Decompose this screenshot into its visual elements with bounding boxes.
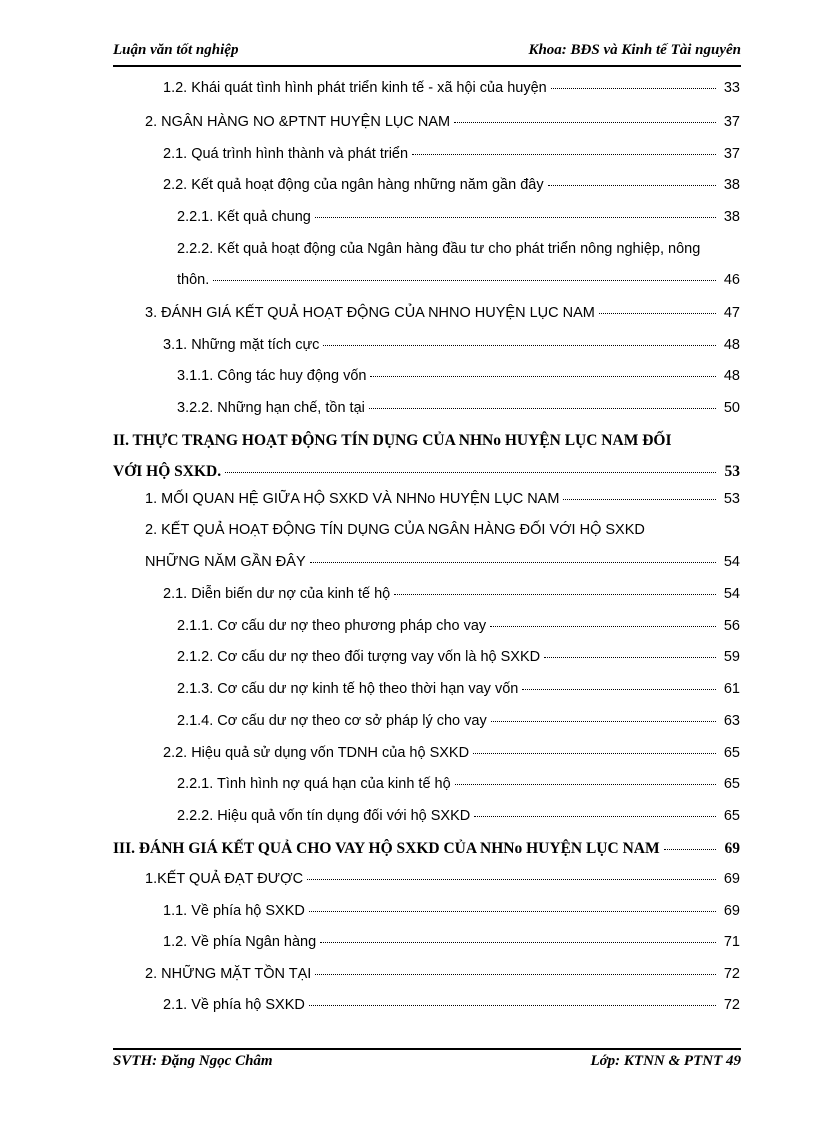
toc-entry-page: 72 [723,966,740,982]
toc-entry[interactable] [163,997,740,1021]
toc-leader [563,498,716,500]
toc-entry-title: 2.1. Diễn biến dư nợ của kinh tế hộ [163,586,391,602]
toc-entry[interactable] [163,337,740,361]
toc-entry-page: 54 [723,554,740,570]
toc-leader [455,783,716,785]
footer-rule [113,1048,741,1050]
toc-entry[interactable] [177,618,740,642]
header-right-text: Khoa: BĐS và Kinh tế Tài nguyên [528,42,741,58]
toc-leader [548,184,716,186]
toc-leader [315,973,716,975]
toc-leader [315,216,716,218]
toc-entry-title: 2.2.1. Kết quả chung [177,209,311,225]
toc-leader [490,625,716,627]
toc-entry-page: 48 [723,337,740,353]
toc-leader [454,121,716,123]
toc-entry-title: NHỮNG NĂM GẦN ĐÂY [145,554,306,570]
toc-entry-title: 1.2. Khái quát tình hình phát triển kinh tế - xã hội của huyện [163,80,547,96]
toc-entry[interactable] [177,713,740,737]
toc-entry-title: 1. MỐI QUAN HỆ GIỮA HỘ SXKD VÀ NHNo HUYỆN LỤC NAM [145,491,560,507]
toc-entry-title: 2.2.1. Tình hình nợ quá hạn của kinh tế hộ [177,776,451,792]
toc-entry[interactable] [163,745,740,769]
toc-leader [473,752,716,754]
toc-entry-page: 63 [723,713,740,729]
toc-entry-title: 3.2.2. Những hạn chế, tồn tại [177,400,365,416]
toc-entry-page: 48 [723,368,740,384]
toc-entry-page: 47 [723,305,740,321]
toc-leader [309,910,716,912]
toc-entry-page: 37 [723,146,740,162]
toc-entry-title: 2. NGÂN HÀNG NO &PTNT HUYỆN LỤC NAM [145,114,451,130]
toc-entry-page: 69 [724,840,740,857]
toc-entry-title: 2.2. Hiệu quả sử dụng vốn TDNH của hộ SXKD [163,745,470,761]
toc-entry-title: 1.KẾT QUẢ ĐẠT ĐƯỢC [145,871,304,887]
footer-left-text: SVTH: Đặng Ngọc Châm [113,1053,273,1069]
toc-entry[interactable] [177,272,740,296]
toc-entry-page: 46 [723,272,740,288]
toc-entry-page: 65 [723,745,740,761]
toc-leader [309,1004,716,1006]
toc-entry-title: 2. NHỮNG MẶT TỒN TẠI [145,966,312,982]
toc-entry[interactable] [145,491,740,515]
toc-entry-page: 56 [723,618,740,634]
toc-entry[interactable] [163,146,740,170]
toc-leader [551,87,716,89]
toc-entry-page: 50 [723,400,740,416]
toc-entry[interactable] [113,463,740,487]
toc-entry-wrapped-first-line[interactable] [113,432,740,456]
toc-entry[interactable] [177,681,740,705]
toc-leader [307,878,716,880]
toc-entry-page: 54 [723,586,740,602]
toc-entry[interactable] [145,114,740,138]
toc-entry-title: 2.2.2. Kết quả hoạt động của Ngân hàng đầu tư cho phát triển nông nghiệp, nông [177,241,701,257]
toc-entry-title: 3.1.1. Công tác huy động vốn [177,368,367,384]
toc-entry[interactable] [163,177,740,201]
page-footer [113,1053,741,1075]
toc-entry-wrapped-first-line[interactable] [177,241,740,265]
toc-entry[interactable] [145,554,740,578]
toc-leader [664,848,716,850]
toc-entry-title: 3. ĐÁNH GIÁ KẾT QUẢ HOẠT ĐỘNG CỦA NHNO HUYỆN LỤC NAM [145,305,595,321]
toc-entry[interactable] [163,934,740,958]
toc-leader [522,688,716,690]
toc-entry-page: 69 [723,903,740,919]
toc-entry-title: 2.1.3. Cơ cấu dư nợ kinh tế hộ theo thời hạn vay vốn [177,681,519,697]
toc-entry-title: thôn. [177,272,210,288]
toc-entry[interactable] [145,966,740,990]
toc-entry-title: 2.2. Kết quả hoạt động của ngân hàng những năm gần đây [163,177,544,193]
toc-entry[interactable] [177,649,740,673]
toc-entry[interactable] [177,368,740,392]
toc-entry-page: 61 [723,681,740,697]
toc-leader [323,344,716,346]
toc-entry-title: 2.1.2. Cơ cấu dư nợ theo đối tượng vay vốn là hộ SXKD [177,649,541,665]
toc-entry[interactable] [145,305,740,329]
toc-entry-page: 33 [723,80,740,96]
footer-right-text: Lớp: KTNN & PTNT 49 [590,1053,741,1069]
toc-entry-page: 53 [723,491,740,507]
toc-entry-page: 72 [723,997,740,1013]
toc-leader [394,593,716,595]
toc-leader [474,815,716,817]
toc-entry-title: 1.1. Về phía hộ SXKD [163,903,305,919]
header-left-text: Luận văn tốt nghiệp [113,42,239,58]
toc-entry-page: 53 [724,463,740,480]
toc-entry[interactable] [177,400,740,424]
toc-entry[interactable] [145,871,740,895]
toc-entry-title: 2.2.2. Hiệu quả vốn tín dụng đối với hộ SXKD [177,808,471,824]
toc-entry[interactable] [163,80,740,104]
toc-entry-title: 2.1.1. Cơ cấu dư nợ theo phương pháp cho vay [177,618,487,634]
toc-leader [491,720,716,722]
toc-entry-page: 38 [723,209,740,225]
toc-entry-page: 71 [723,934,740,950]
toc-leader [370,375,716,377]
toc-entry-page: 69 [723,871,740,887]
toc-entry-title: 2.1.4. Cơ cấu dư nợ theo cơ sở pháp lý cho vay [177,713,487,729]
toc-entry[interactable] [177,209,740,233]
toc-entry-title: 3.1. Những mặt tích cực [163,337,320,353]
toc-leader [225,471,716,473]
toc-entry-page: 59 [723,649,740,665]
toc-entry-title: 2.1. Về phía hộ SXKD [163,997,305,1013]
toc-leader [544,656,716,658]
toc-entry-title: II. THỰC TRẠNG HOẠT ĐỘNG TÍN DỤNG CỦA NHNo HUYỆN LỤC NAM ĐỐI [113,432,672,449]
toc-entry[interactable] [177,808,740,832]
toc-entry-wrapped-first-line[interactable] [145,522,740,546]
toc-entry[interactable] [163,903,740,927]
toc-leader [310,561,716,563]
toc-leader [412,153,716,155]
toc-leader [369,407,716,409]
toc-entry-title: VỚI HỘ SXKD. [113,463,222,480]
toc-entry[interactable] [177,776,740,800]
toc-leader [599,312,716,314]
toc-entry-page: 38 [723,177,740,193]
toc-entry-page: 65 [723,776,740,792]
toc-entry-page: 65 [723,808,740,824]
toc-entry-title: 1.2. Về phía Ngân hàng [163,934,317,950]
toc-leader [320,941,716,943]
toc-entry[interactable] [163,586,740,610]
header-rule [113,65,741,67]
toc-entry-title: 2.1. Quá trình hình thành và phát triển [163,146,409,162]
toc-leader [213,279,716,281]
page-header [113,42,741,64]
toc-entry-page: 37 [723,114,740,130]
toc-entry-title: 2. KẾT QUẢ HOẠT ĐỘNG TÍN DỤNG CỦA NGÂN HÀNG ĐỐI VỚI HỘ SXKD [145,522,645,538]
toc-entry-title: III. ĐÁNH GIÁ KẾT QUẢ CHO VAY HỘ SXKD CỦA NHNo HUYỆN LỤC NAM [113,840,660,857]
toc-entry[interactable] [113,840,740,864]
